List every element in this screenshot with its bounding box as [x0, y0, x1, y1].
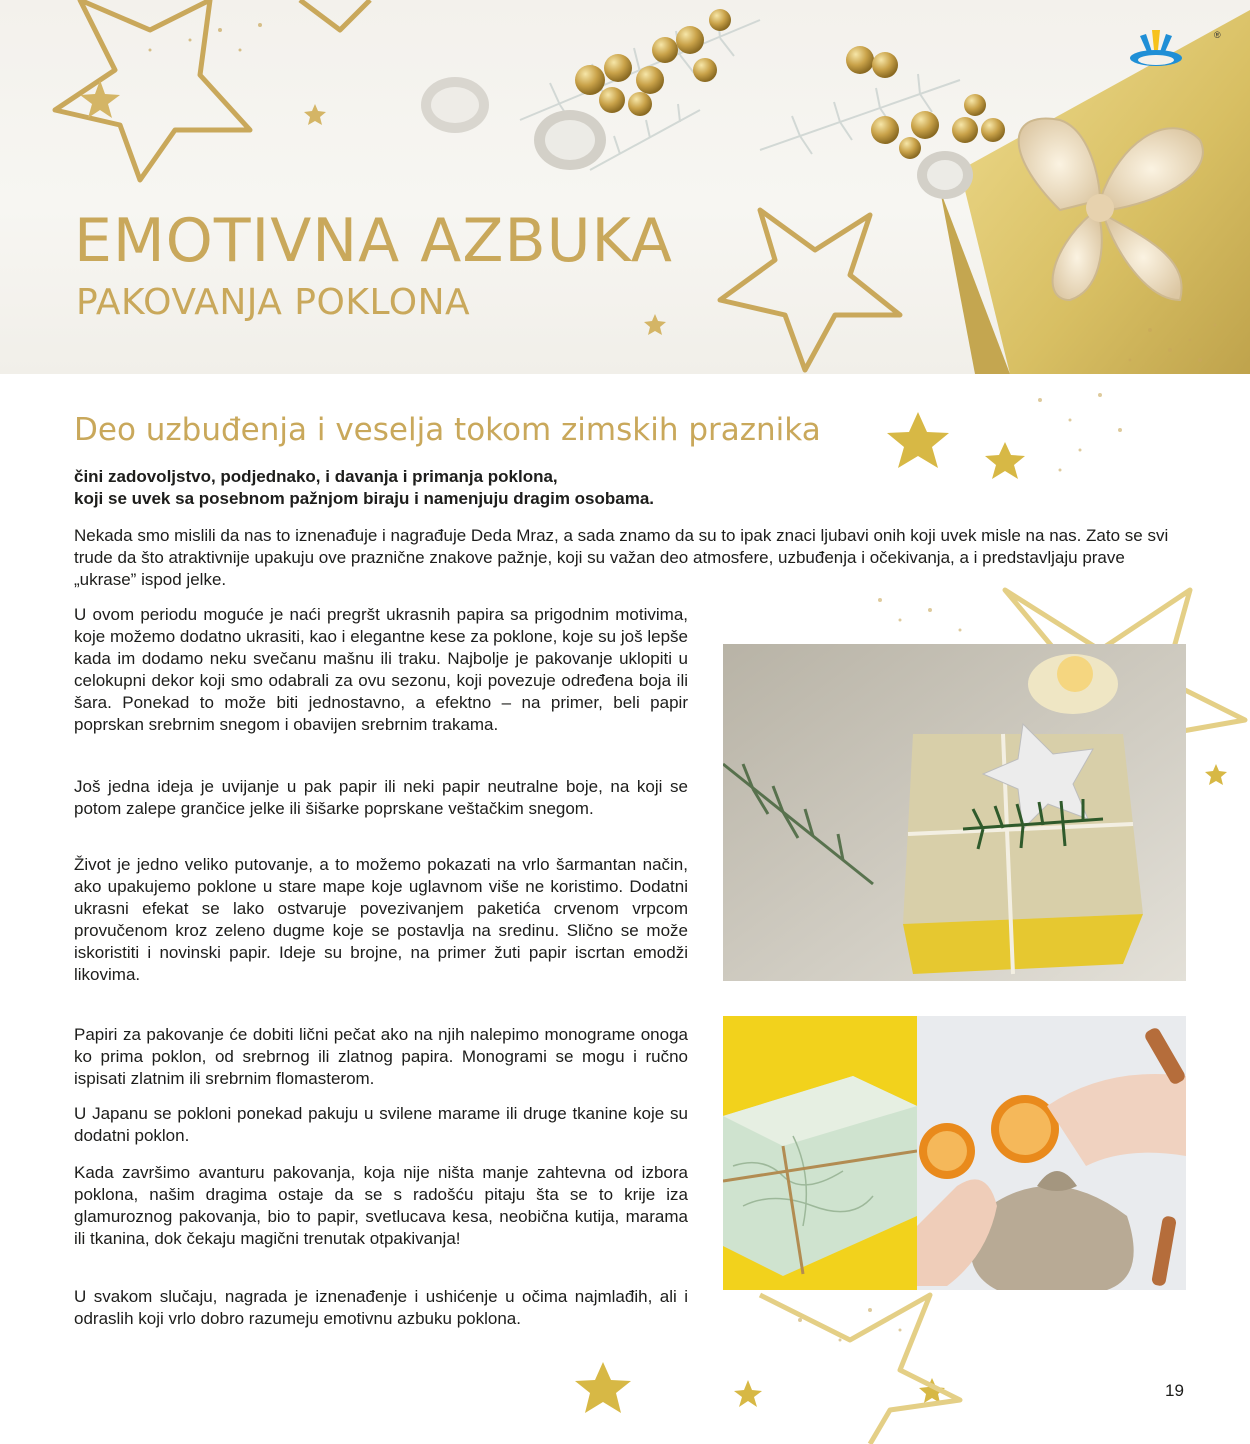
article-intro: Nekada smo mislili da nas to iznenađuje i nagrađuje Deda Mraz, a sada znamo da su to ipak znaci ljubavi onih koji uvek misle na nas. Zato se svi trude da što atraktivnije upakuju ove praznične znakove pažnje, koji su važan deo atmosfere, uzbuđenja i očekivanja, a i predstavljaju prave „ukrase” ispod jelke. [74, 526, 1169, 589]
article-paragraph: U ovom periodu moguće je naći pregršt ukrasnih papira sa prigodnim motivima, koje možemo dodatno ukrasiti, kao i elegantne kese za poklone, koje su još lepše kada im dodamo neku svečanu mašnu ili traku. Najbolje je pakovanje uklopiti u celokupni dekor koji smo odabrali za ovu sezonu, koji povezuje određena boja ili šara. Ponekad to može biti jednostavno, a efektno – na primer, beli papir poprskan srebrnim snegom i obavijen srebrnim trakama. [74, 605, 688, 734]
gift-box-illustration [940, 10, 1250, 374]
page-number: 19 [1165, 1381, 1184, 1400]
lead-line: čini zadovoljstvo, podjednako, i davanja i primanja poklona, [74, 467, 558, 486]
article-paragraph: Papiri za pakovanje će dobiti lični pečat ako na njih nalepimo monograme onoga ko prima poklon, od srebrnog ili zlatnog papira. Monogrami se mogu i ručno ispisati zlatnim ili srebrnim flomasterom. [74, 1025, 688, 1088]
page-title: EMOTIVNA AZBUKA [74, 206, 673, 276]
registered-mark: ® [1214, 30, 1221, 40]
hero-banner [0, 0, 1250, 374]
fabric-wrap-gift-photo [917, 1016, 1186, 1290]
page-title-secondary: PAKOVANJA POKLONA [76, 282, 471, 323]
lead-line: koji se uvek sa posebnom pažnjom biraju i namenjuju dragim osobama. [74, 489, 655, 508]
map-paper-gift-photo [723, 1016, 917, 1290]
kraft-gift-photo [723, 644, 1186, 981]
article-paragraph: Još jedna ideja je uvijanje u pak papir ili neki papir neutralne boje, na koji se potom zalepe grančice jelke ili šišarke poprskane veštačkim snegom. [74, 777, 688, 818]
article-paragraph: Kada završimo avanturu pakovanja, koja nije ništa manje zahtevna od izbora poklona, našim dragima ostaje da se s radošću pitaju šta se to krije iza glamuroznog pakovanja, bio to papir, svetlucava kesa, neobična kutija, marama ili tkanina, dok čekaju magični trenutak otpakivanja! [74, 1163, 688, 1248]
article-subtitle: Deo uzbuđenja i veselja tokom zimskih praznika [74, 412, 821, 448]
article-lead [74, 466, 974, 510]
article-paragraph: U Japanu se pokloni ponekad pakuju u svilene marame ili druge tkanine koje su dodatni poklon. [74, 1104, 688, 1145]
gold-berries [575, 9, 1005, 159]
article-paragraph: U svakom slučaju, nagrada je iznenađenje i ushićenje u očima najmlađih, ali i odraslih koji vrlo dobro razumeju emotivnu azbuku poklona. [74, 1287, 688, 1328]
brand-logo-icon [1126, 24, 1186, 72]
article-paragraph: Život je jedno veliko putovanje, a to možemo pokazati na vrlo šarmantan način, ako upakujemo poklone u stare mape koje uglavnom više ne koristimo. Dodatni ukrasni efekat se lako ostvaruje povezivanjem paketića crvenom vrpcom provučenom kroz zeleno dugme koje se postavlja na sredinu. Slično se može iskoristiti i novinski papir. Ideje su brojne, na primer žuti papir iscrtan emodži likovima. [74, 855, 688, 984]
